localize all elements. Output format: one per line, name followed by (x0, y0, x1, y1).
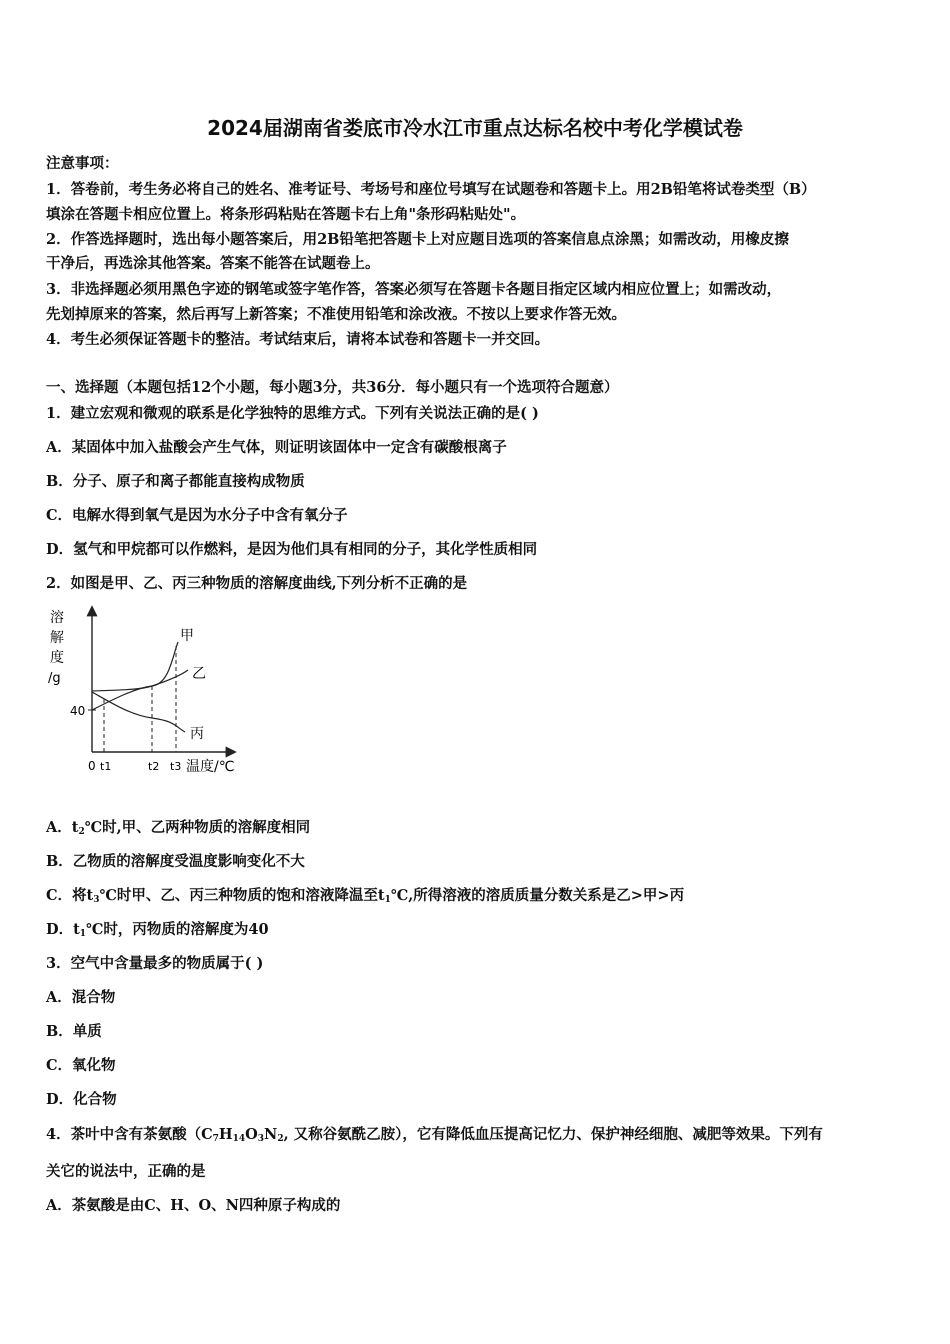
notice-line: 1．答卷前，考生务必将自己的姓名、准考证号、考场号和座位号填写在试题卷和答题卡上。用2B铅笔将试卷类型（B） (46, 181, 816, 198)
y-axis-label: /g (48, 671, 61, 686)
question-3-option-a: A．混合物 (46, 989, 116, 1006)
y-axis-label: 解 (50, 630, 64, 646)
notice-line: 4．考生必须保证答题卡的整洁。考试结束后，请将本试卷和答题卡一并交回。 (46, 331, 550, 348)
question-1-option-a: A．某固体中加入盐酸会产生气体，则证明该固体中一定含有碳酸根离子 (46, 439, 507, 456)
question-2-option-d: D．$t_1℃$时，丙物质的溶解度为40 (46, 921, 269, 939)
question-2-option-a: A．$t_2℃$时,甲、乙两种物质的溶解度相同 (46, 819, 311, 837)
question-2-stem: 2．如图是甲、乙、丙三种物质的溶解度曲线,下列分析不正确的是 (46, 575, 468, 592)
question-4-stem: 4．茶叶中含有茶氨酸（$C_7H_{14}O_3N_2$, 又称谷氨酰乙胺），它有降低血压提高记忆力、保护神经细胞、减肥等效果。下列有 (46, 1126, 823, 1144)
notice-line: 3．非选择题必须用黑色字迹的钢笔或签字笔作答，答案必须写在答题卡各题目指定区域内相应位置上；如需改动， (46, 281, 782, 298)
notice-line: 2．作答选择题时，选出每小题答案后，用2B铅笔把答题卡上对应题目选项的答案信息点涂黑；如需改动，用橡皮擦 (46, 231, 789, 248)
question-3-option-c: C．氧化物 (46, 1057, 116, 1074)
question-3-option-b: B．单质 (46, 1023, 102, 1040)
question-1-stem: 1．建立宏观和微观的联系是化学独特的思维方式。下列有关说法正确的是( ) (46, 405, 539, 422)
notice-line: 先划掉原来的答案，然后再写上新答案；不准使用铅笔和涂改液。不按以上要求作答无效。 (46, 306, 626, 323)
notice-line: 干净后，再选涂其他答案。答案不能答在试题卷上。 (46, 255, 380, 272)
curve-yi (92, 670, 188, 691)
y-axis-label: 度 (50, 650, 64, 666)
y-tick-label: 40 (70, 704, 86, 718)
question-4-option-a: A．茶氨酸是由C、H、O、N四种原子构成的 (46, 1197, 341, 1214)
y-axis-label: 溶 (50, 610, 64, 626)
origin-label: 0 (88, 759, 96, 773)
question-2-option-b: B．乙物质的溶解度受温度影响变化不大 (46, 853, 305, 870)
curve-label-jia: 甲 (180, 628, 194, 644)
question-1-option-b: B．分子、原子和离子都能直接构成物质 (46, 473, 305, 490)
x-tick-label: t3 (170, 760, 182, 773)
question-3-option-d: D．化合物 (46, 1091, 117, 1108)
curve-label-yi: 乙 (192, 666, 206, 682)
question-1-option-c: C．电解水得到氧气是因为水分子中含有氧分子 (46, 507, 348, 524)
question-4-stem-continued: 关它的说法中，正确的是 (46, 1163, 206, 1180)
question-1-option-d: D．氢气和甲烷都可以作燃料，是因为他们具有相同的分子，其化学性质相同 (46, 541, 538, 558)
page-title: 2024届湖南省娄底市冷水江市重点达标名校中考化学模试卷 (207, 116, 743, 140)
x-tick-label: t1 (100, 760, 112, 773)
solubility-curve-figure (40, 600, 260, 785)
x-tick-label: t2 (148, 760, 160, 773)
x-axis-label: 温度/℃ (186, 759, 235, 775)
section-heading: 一、选择题（本题包括12个小题，每小题3分，共36分．每小题只有一个选项符合题意） (46, 379, 619, 396)
curve-bing (92, 692, 185, 732)
question-2-option-c: C．将$t_3℃$时甲、乙、丙三种物质的饱和溶液降温至$t_1℃$,所得溶液的溶质质量分数关系是乙>甲>丙 (46, 887, 685, 905)
question-3-stem: 3．空气中含量最多的物质属于( ) (46, 955, 264, 972)
notice-line: 填涂在答题卡相应位置上。将条形码粘贴在答题卡右上角"条形码粘贴处"。 (46, 206, 526, 223)
curve-label-bing: 丙 (190, 726, 204, 742)
notice-heading: 注意事项： (46, 155, 119, 172)
